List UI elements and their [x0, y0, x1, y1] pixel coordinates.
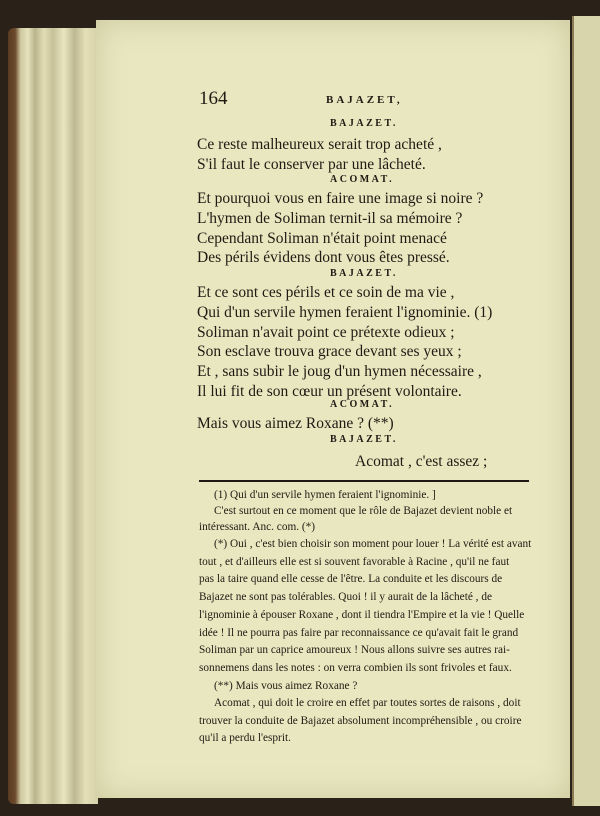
verse-line: Qui d'un servile hymen feraient l'ignominie. (1): [197, 304, 493, 321]
speaker-name: BAJAZET.: [330, 118, 398, 129]
speaker-name: BAJAZET.: [330, 268, 398, 279]
footnote-line: idée ! Il ne pourra pas faire par reconnaissance ce qu'avait fait le grand: [199, 627, 519, 639]
footnote-line: (**) Mais vous aimez Roxane ?: [214, 680, 358, 692]
footnote-line: sonnemens dans les notes : on verra combien ils sont frivoles et faux.: [199, 662, 512, 674]
running-title: BAJAZET,: [326, 94, 403, 106]
verse-line: Acomat , c'est assez ;: [355, 453, 488, 470]
verse-line: Mais vous aimez Roxane ? (**): [197, 415, 394, 432]
footnote-line: pas la taire quand elle cesse de l'être. La conduite et les discours de: [199, 573, 503, 585]
verse-line: Et , sans subir le joug d'un hymen nécessaire ,: [197, 363, 482, 380]
verse-line: Des périls évidens dont vous êtes pressé.: [197, 249, 450, 266]
page-number: 164: [199, 88, 228, 109]
speaker-name: BAJAZET.: [330, 434, 398, 445]
verse-line: Son esclave trouva grace devant ses yeux ;: [197, 343, 462, 360]
verse-line: Ce reste malheureux serait trop acheté ,: [197, 136, 442, 153]
footnote-line: (*) Oui , c'est bien choisir son moment pour louer ! La vérité est avant: [214, 538, 532, 550]
footnote-line: Bajazet ne sont pas tolérables. Quoi ! il y aurait de la lâcheté , de: [199, 591, 492, 603]
footnote-line: C'est surtout en ce moment que le rôle de Bajazet devient noble et: [214, 505, 513, 517]
footnote-line: qu'il a perdu l'esprit.: [199, 732, 291, 744]
speaker-name: ACOMAT.: [330, 174, 395, 185]
footnote-line: trouver la conduite de Bajazet absolument incompréhensible , ou croire: [199, 715, 522, 727]
verse-line: Cependant Soliman n'était point menacé: [197, 230, 447, 247]
verse-line: L'hymen de Soliman ternit-il sa mémoire ?: [197, 210, 463, 227]
footnote-line: intéressant. Anc. com. (*): [199, 521, 316, 533]
speaker-name: ACOMAT.: [330, 399, 395, 410]
verse-line: Et pourquoi vous en faire une image si noire ?: [197, 190, 484, 207]
footnote-line: tout , et d'ailleurs elle est si souvent favorable à Racine , qu'il ne faut: [199, 556, 510, 568]
page-edges: [8, 28, 98, 804]
verse-line: S'il faut le conserver par une lâcheté.: [197, 156, 426, 173]
footnote-line: Acomat , qui doit le croire en effet par toutes sortes de raisons , doit: [214, 697, 521, 709]
footnote-line: l'ignominie à épouser Roxane , dont il tiendra l'Empire et la vie ! Quelle: [199, 609, 525, 621]
footnote-line: Soliman par un caprice amoureux ! Nous allons suivre ses autres rai-: [199, 644, 510, 656]
verse-line: Il lui fit de son cœur un présent volontaire.: [197, 383, 462, 400]
verse-line: Soliman n'avait point ce prétexte odieux ;: [197, 324, 455, 341]
footnote-line: (1) Qui d'un servile hymen feraient l'ignominie. ]: [214, 489, 436, 501]
facing-page-edge: [572, 16, 600, 806]
footnote-rule: [199, 480, 529, 482]
verse-line: Et ce sont ces périls et ce soin de ma vie ,: [197, 284, 455, 301]
